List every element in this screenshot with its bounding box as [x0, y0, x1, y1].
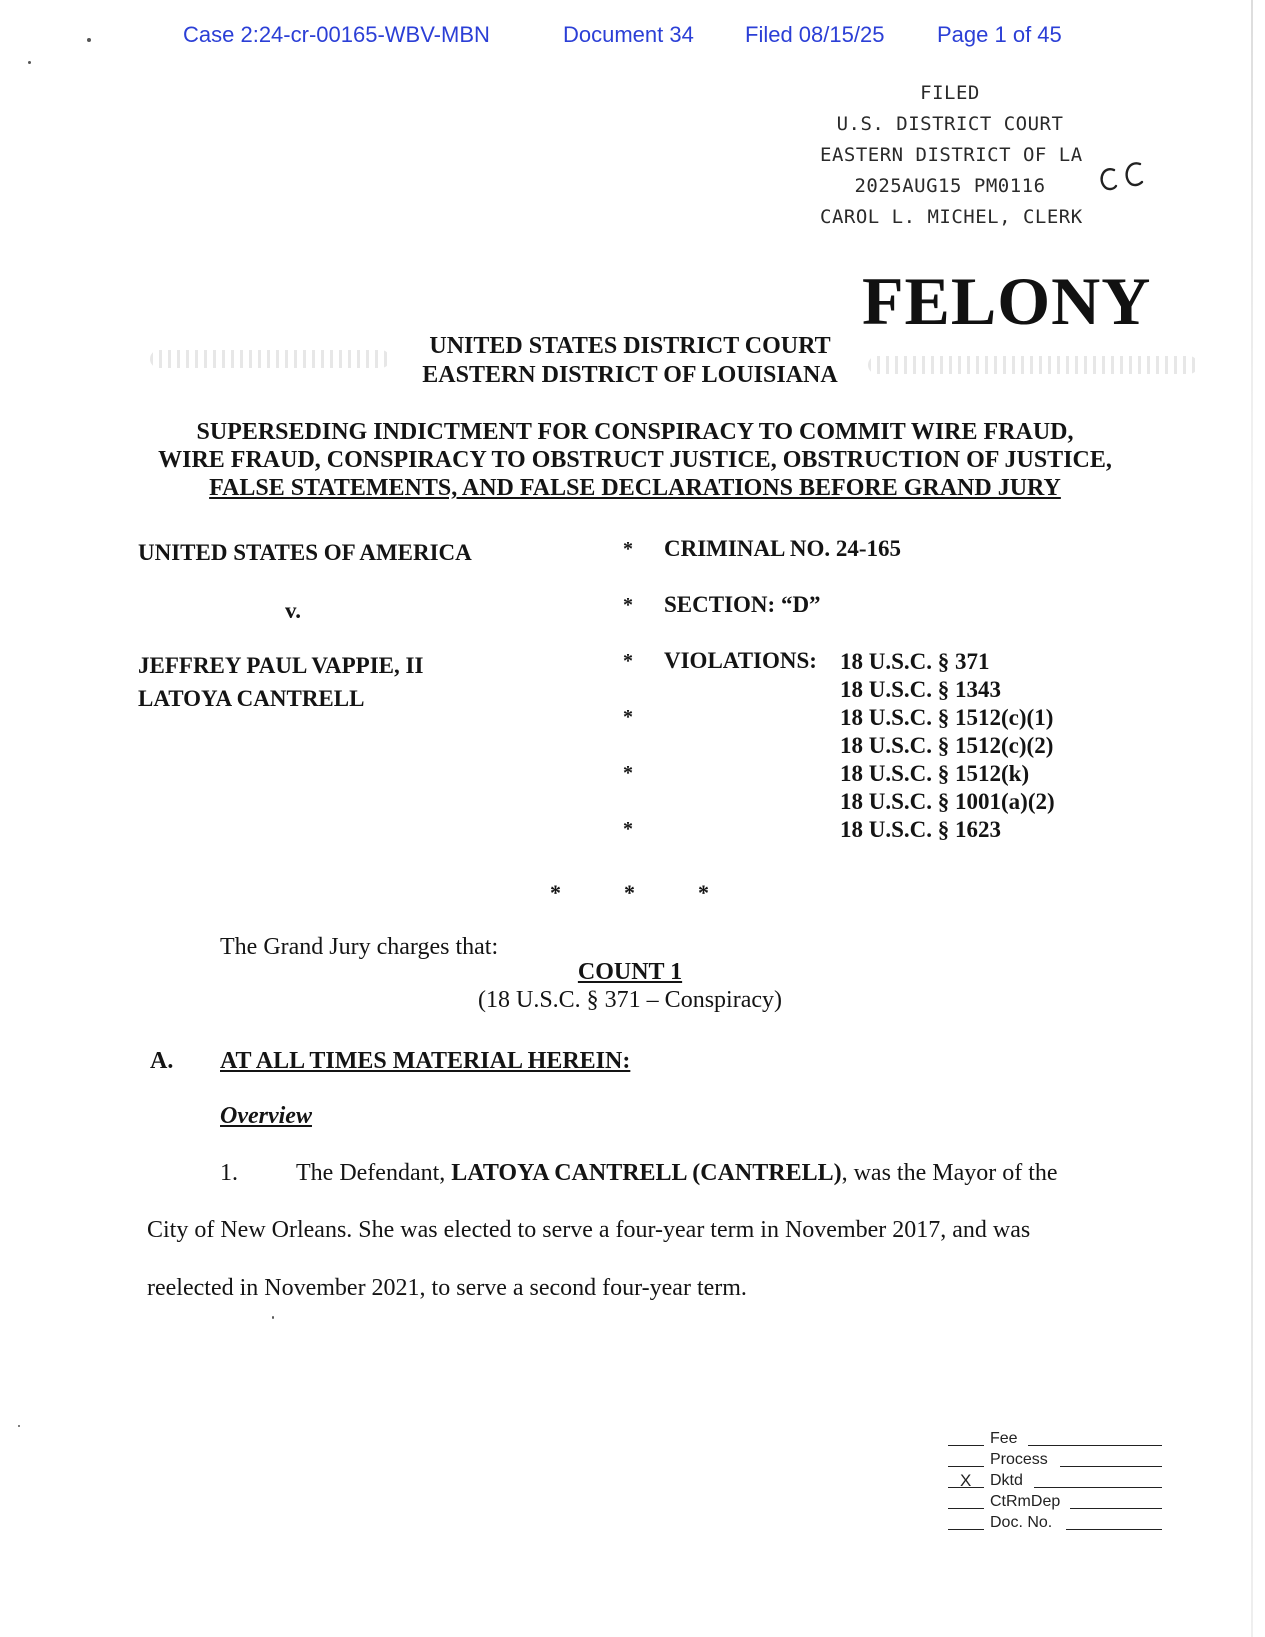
clerk-label-dktd: Dktd	[990, 1472, 1023, 1489]
paragraph-number: 1.	[220, 1160, 238, 1186]
caption-star: *	[623, 538, 633, 560]
clerk-row-dktd	[948, 1472, 1168, 1493]
clerk-fill-line	[1070, 1508, 1162, 1509]
clerk-blank-line	[948, 1529, 984, 1530]
violation-item: 18 U.S.C. § 1512(c)(1)	[840, 705, 1054, 730]
clerk-label-doc-no: Doc. No.	[990, 1514, 1053, 1531]
indictment-title-line-3: FALSE STATEMENTS, AND FALSE DECLARATIONS BEFORE GRAND JURY	[209, 475, 1061, 501]
clerk-blank-line	[948, 1445, 984, 1446]
court-line-1: UNITED STATES DISTRICT COURT	[429, 333, 831, 359]
defendant-name-bold: LATOYA CANTRELL (CANTRELL)	[451, 1160, 842, 1186]
violation-item: 18 U.S.C. § 1623	[840, 817, 1002, 842]
grand-jury-charges: The Grand Jury charges that:	[220, 934, 499, 960]
caption-star: *	[623, 650, 633, 672]
paragraph-1-line-1	[296, 1160, 1058, 1187]
stamp-line-court: U.S. DISTRICT COURT	[836, 113, 1064, 135]
filed-stamp	[820, 78, 1083, 233]
clerk-label-fee: Fee	[990, 1430, 1018, 1447]
scan-page-edge	[1251, 0, 1253, 1637]
clerk-label-process: Process	[990, 1451, 1048, 1468]
count-statute: (18 U.S.C. § 371 – Conspiracy)	[478, 987, 782, 1013]
court-name	[300, 332, 960, 390]
ecf-page-number: Page 1 of 45	[937, 22, 1062, 47]
clerk-row-ctrmdep	[948, 1493, 1168, 1514]
section-title: AT ALL TIMES MATERIAL HEREIN:	[220, 1048, 631, 1074]
separator-star: *	[698, 880, 709, 905]
court-line-2: EASTERN DISTRICT OF LOUISIANA	[422, 362, 838, 388]
clerk-blank-line	[948, 1508, 984, 1509]
stamp-line-clerk: CAROL L. MICHEL, CLERK	[820, 206, 1083, 228]
violation-item: 18 U.S.C. § 1001(a)(2)	[840, 789, 1055, 814]
clerk-row-fee	[948, 1430, 1168, 1451]
paragraph-1-text: The Defendant,	[296, 1160, 452, 1186]
overview-subheading: Overview	[220, 1103, 312, 1129]
clerk-fill-line	[1028, 1445, 1162, 1446]
clerk-processing-block	[948, 1430, 1168, 1535]
scan-speck	[87, 38, 91, 42]
ecf-case-number: Case 2:24-cr-00165-WBV-MBN	[183, 22, 490, 47]
clerk-fill-line	[1060, 1466, 1162, 1467]
clerk-fill-line	[1066, 1529, 1162, 1530]
clerk-row-doc-no	[948, 1514, 1168, 1535]
scan-speck	[28, 61, 31, 64]
clerk-blank-line	[948, 1466, 984, 1467]
clerk-label-ctrmdep: CtRmDep	[990, 1493, 1061, 1510]
violation-item: 18 U.S.C. § 1512(c)(2)	[840, 733, 1054, 758]
caption-defendant-1: JEFFREY PAUL VAPPIE, II	[138, 653, 424, 678]
stamp-line-filed: FILED	[920, 82, 980, 104]
violation-item: 18 U.S.C. § 371	[840, 649, 990, 674]
handwritten-cc-mark	[1096, 160, 1156, 200]
scan-speck	[18, 1425, 20, 1427]
clerk-row-process	[948, 1451, 1168, 1472]
paragraph-1-line-3: reelected in November 2021, to serve a second four-year term.	[147, 1275, 747, 1301]
violations-list	[840, 648, 1055, 844]
caption-versus: v.	[285, 598, 301, 623]
paragraph-1-text: , was the Mayor of the	[841, 1160, 1058, 1186]
violation-item: 18 U.S.C. § 1343	[840, 677, 1002, 702]
indictment-title-line-2: WIRE FRAUD, CONSPIRACY TO OBSTRUCT JUSTICE, OBSTRUCTION OF JUSTICE,	[158, 447, 1112, 473]
section-designation: SECTION: “D”	[664, 592, 821, 617]
caption-defendant-2: LATOYA CANTRELL	[138, 686, 365, 711]
scan-speck	[272, 1316, 274, 1319]
caption-star: *	[623, 818, 633, 840]
caption-star: *	[623, 762, 633, 784]
count-heading	[400, 958, 860, 1014]
clerk-check-mark: X	[960, 1471, 972, 1490]
felony-label: FELONY	[862, 263, 1152, 339]
stamp-line-district: EASTERN DISTRICT OF LA	[820, 144, 1083, 166]
caption-star: *	[623, 594, 633, 616]
separator-star: *	[550, 880, 561, 905]
violation-item: 18 U.S.C. § 1512(k)	[840, 761, 1030, 786]
separator-star: *	[624, 880, 635, 905]
indictment-title	[130, 418, 1140, 502]
ecf-header	[0, 22, 1265, 54]
stamp-line-timestamp: 2025AUG15 PM0116	[854, 175, 1046, 197]
section-letter: A.	[150, 1048, 174, 1074]
clerk-fill-line	[1034, 1487, 1162, 1488]
paragraph-1-line-2: City of New Orleans. She was elected to serve a four-year term in November 2017, and was	[147, 1217, 1031, 1243]
count-title: COUNT 1	[577, 959, 683, 985]
criminal-number: CRIMINAL NO. 24-165	[664, 536, 902, 561]
indictment-title-line-1: SUPERSEDING INDICTMENT FOR CONSPIRACY TO COMMIT WIRE FRAUD,	[196, 419, 1074, 445]
caption-plaintiff: UNITED STATES OF AMERICA	[138, 540, 472, 565]
caption-star: *	[623, 706, 633, 728]
ecf-filed-date: Filed 08/15/25	[745, 22, 885, 47]
violations-label: VIOLATIONS:	[664, 648, 817, 673]
ecf-document-number: Document 34	[563, 22, 694, 47]
